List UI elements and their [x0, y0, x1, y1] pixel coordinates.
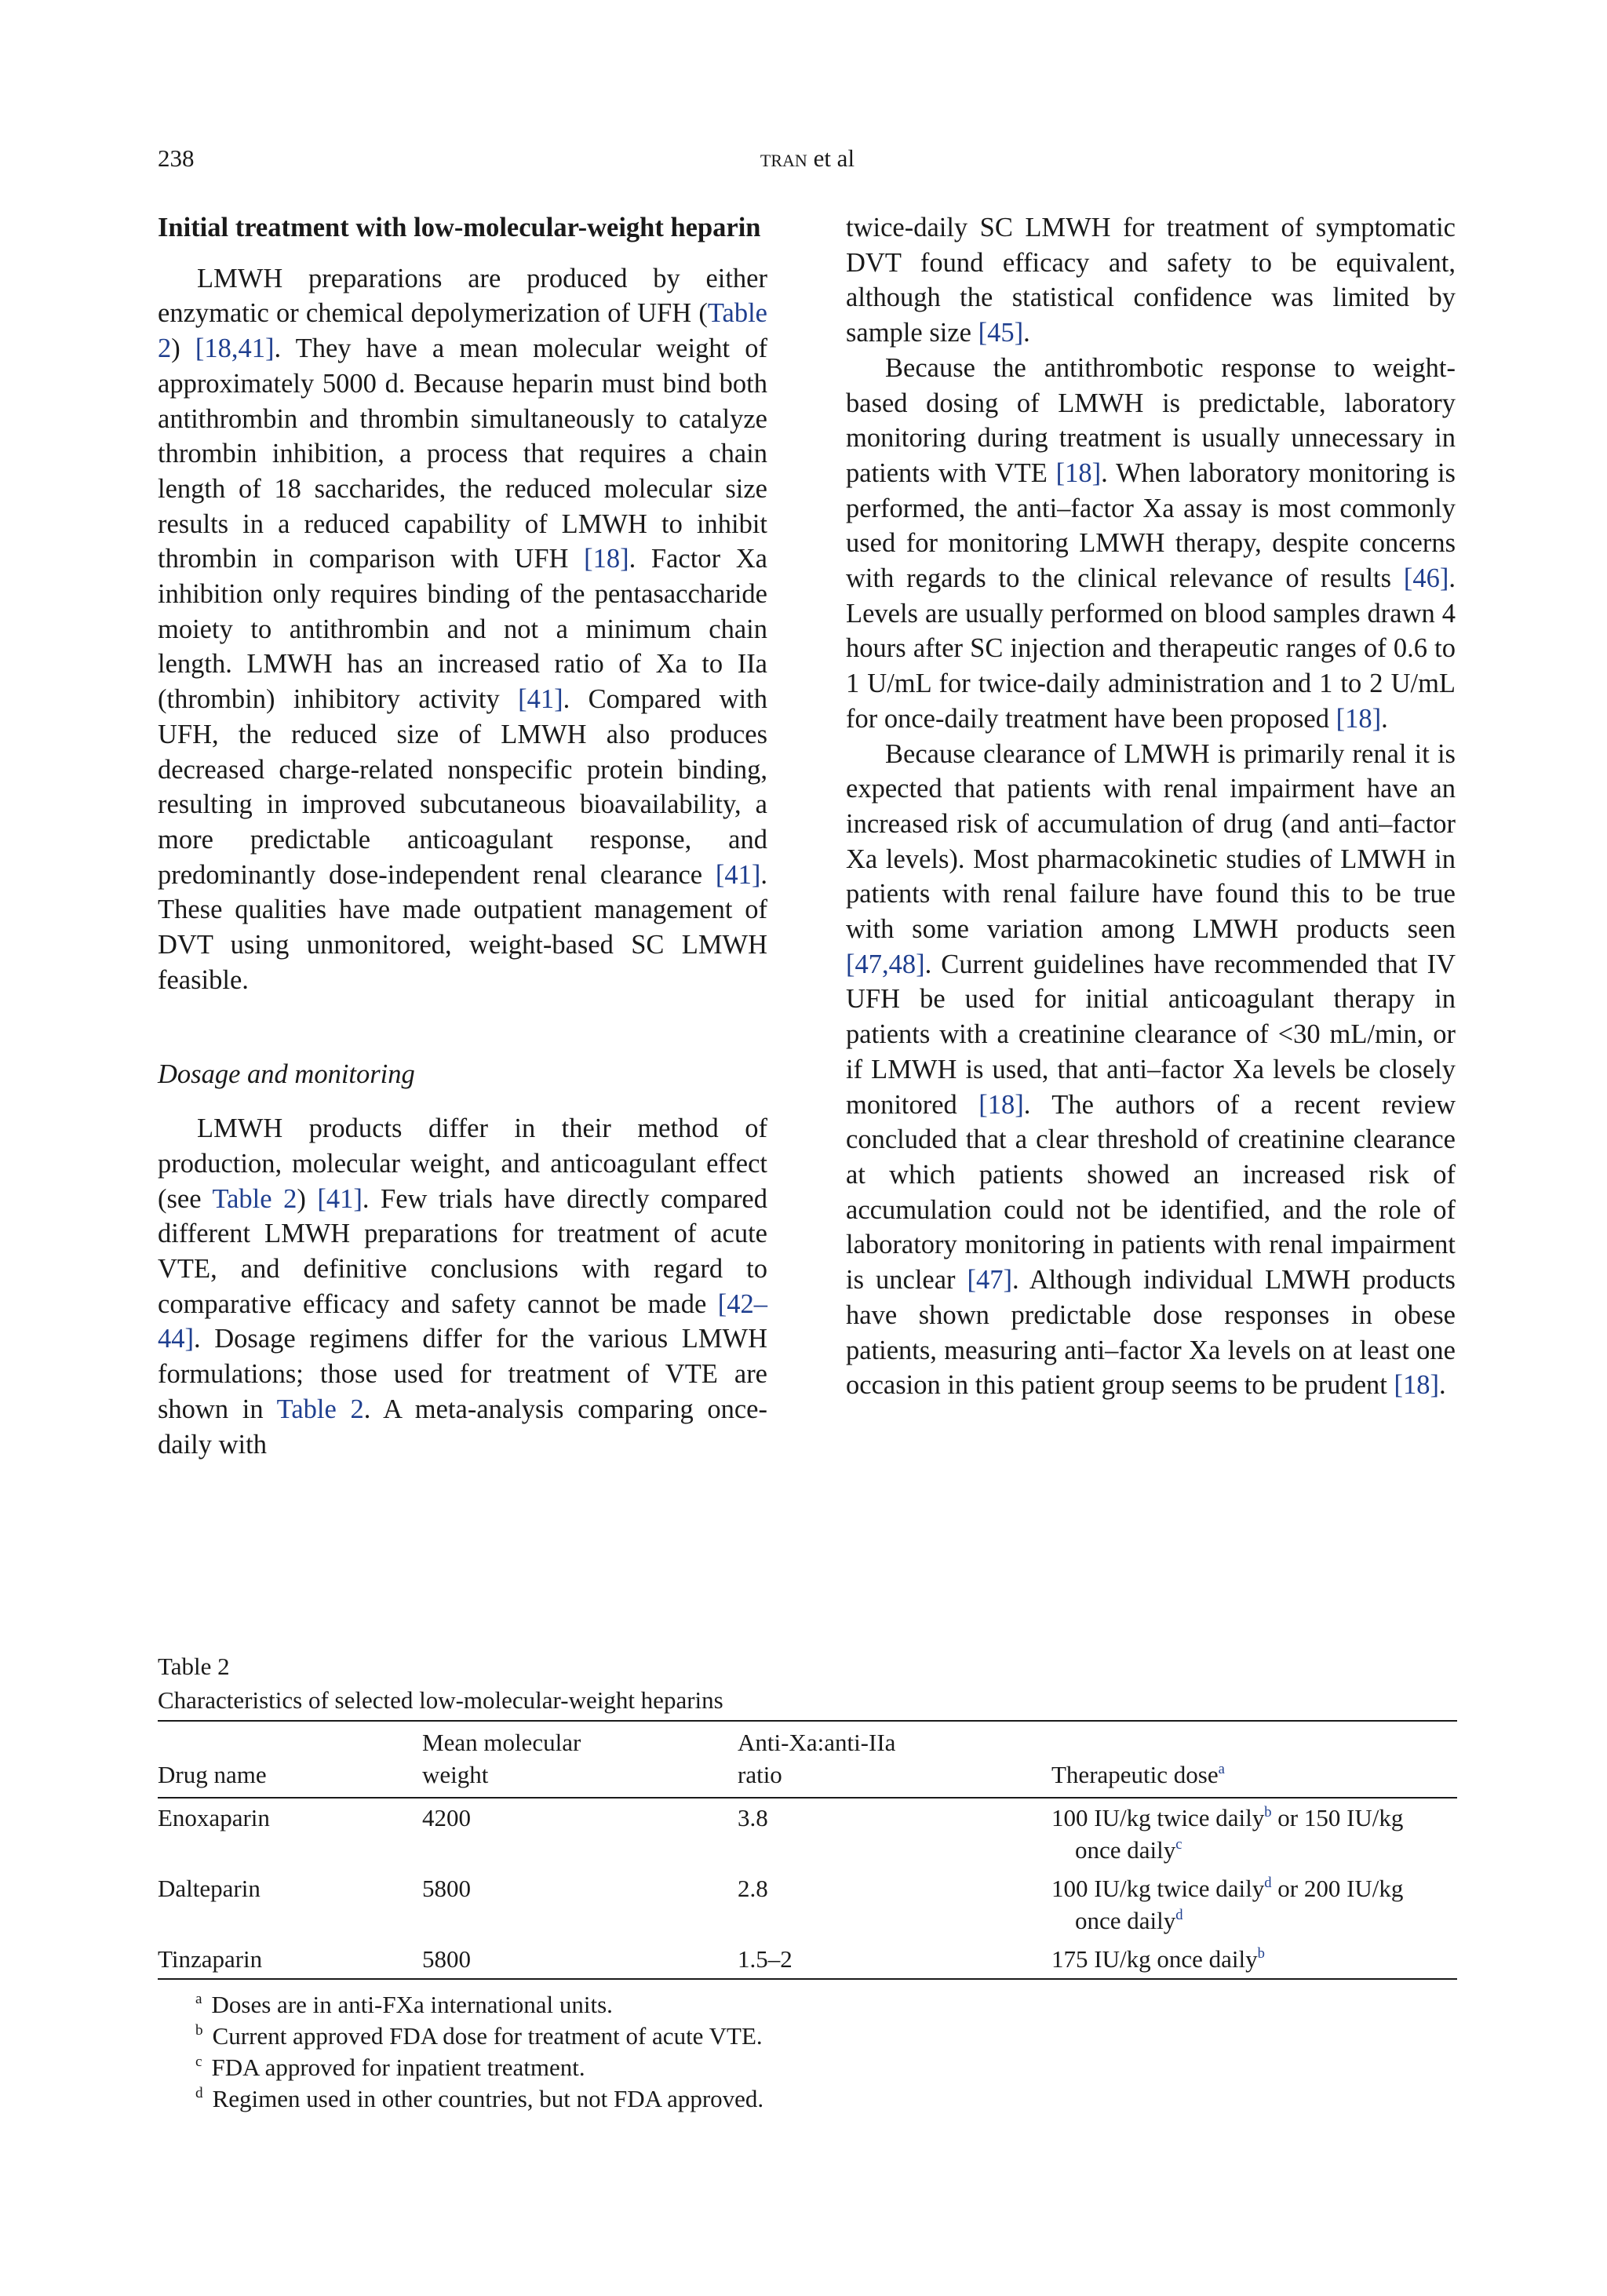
- left-column: [158, 210, 767, 1462]
- footnote-mark: d: [195, 2084, 203, 2101]
- dose-text: or 200 IU/kg: [1271, 1875, 1404, 1902]
- table-link[interactable]: Table 2: [212, 1183, 297, 1214]
- dose-text: 100 IU/kg twice daily: [1051, 1875, 1265, 1902]
- paragraph-monitoring: [846, 351, 1456, 737]
- text-run: . Few trials have directly compared different LMWH preparations for treatment of acute VTE, and definitive conclusions with regard to comparative efficacy and safety cannot be made: [158, 1183, 767, 1319]
- paragraph-intro: [158, 261, 767, 998]
- text-run: . A meta-analysis comparing once-daily with: [158, 1394, 767, 1460]
- header-ratio: [738, 1721, 1051, 1798]
- header-mean-molecular-weight: [422, 1721, 738, 1798]
- dose-continuation: [1051, 1834, 1457, 1866]
- paragraph-continued: [846, 210, 1456, 351]
- text-run: .: [1023, 318, 1030, 348]
- dose-continuation: [1051, 1904, 1457, 1937]
- footnote-text: Regimen used in other countries, but not FDA approved.: [212, 2085, 764, 2112]
- dose-text: once daily: [1075, 1907, 1176, 1934]
- citation-link[interactable]: [18]: [584, 544, 629, 574]
- citation-link[interactable]: [42–44]: [158, 1288, 767, 1354]
- running-head-suffix: et al: [807, 144, 855, 172]
- text-run: .: [1381, 703, 1388, 734]
- header-line: weight: [422, 1761, 489, 1788]
- cell-mw: 5800: [422, 1875, 471, 1902]
- footnote-mark: c: [195, 2053, 202, 2070]
- text-run: Because clearance of LMWH is primarily renal it is expected that patients with renal impairment have an increased risk of accumulation of drug (and anti–factor Xa levels). Most pharmacokinetic studies of LMWH in patients with renal failure have found this to be true with some variation among LMWH products seen: [846, 738, 1456, 945]
- section-heading: Initial treatment with low-molecular-weight heparin: [158, 213, 761, 242]
- header-therapeutic-dose: [1051, 1721, 1457, 1798]
- dose-text: 175 IU/kg once daily: [1051, 1945, 1258, 1973]
- citation-link[interactable]: [18,41]: [195, 333, 275, 364]
- table-2: [158, 1649, 1457, 2115]
- footnote-marker[interactable]: a: [1218, 1760, 1225, 1777]
- footnote: [195, 1989, 1457, 2021]
- table-row: [158, 1798, 1457, 1869]
- text-run: . Levels are usually performed on blood samples drawn 4 hours after SC injection and therapeutic ranges of 0.6 to 1 U/mL for twice-daily administration and 1 to 2 U/mL for once-daily treatment have been proposed: [846, 563, 1456, 734]
- dose-text: once daily: [1075, 1836, 1176, 1864]
- cell-ratio: 2.8: [738, 1875, 768, 1902]
- citation-link[interactable]: [18]: [1055, 457, 1102, 488]
- text-run: twice-daily SC LMWH for treatment of symptomatic DVT found efficacy and safety to be equivalent, although the statistical confidence was limited by sample size: [846, 213, 1456, 348]
- citation-link[interactable]: [41]: [317, 1183, 363, 1214]
- right-column: [846, 210, 1456, 1403]
- text-run: Because the antithrombotic response to weight-based dosing of LMWH is predictable, laboratory monitoring during treatment is usually unnecessary in patients with VTE: [846, 352, 1456, 488]
- citation-link[interactable]: [18]: [1336, 703, 1382, 734]
- subsection-heading: Dosage and monitoring: [158, 1059, 415, 1090]
- lmwh-table: [158, 1720, 1457, 1980]
- table-link[interactable]: Table 2: [276, 1394, 364, 1424]
- text-run: . Compared with UFH, the reduced size of LMWH also produces decreased charge-related nonspecific protein binding, resulting in improved subcutaneous bioavailability, a more predictable anticoagulant response, and predominantly dose-independent renal clearance: [158, 684, 767, 890]
- footnote-marker[interactable]: c: [1175, 1835, 1182, 1853]
- table-footnotes: [195, 1989, 1457, 2115]
- citation-link[interactable]: [41]: [518, 684, 563, 715]
- text-run: LMWH preparations are produced by either enzymatic or chemical depolymerization of UFH (: [158, 263, 767, 329]
- footnote-mark: b: [195, 2021, 203, 2039]
- footnote-marker[interactable]: d: [1175, 1906, 1183, 1923]
- cell-mw: 4200: [422, 1804, 471, 1831]
- header-drug-name: Drug name: [158, 1721, 422, 1798]
- header-line: ratio: [738, 1761, 782, 1788]
- text-run: . They have a mean molecular weight of approximately 5000 d. Because heparin must bind both antithrombin and thrombin simultaneously to catalyze thrombin inhibition, a process that requires a chain length of 18 saccharides, the reduced molecular size results in a reduced capability of LMWH to inhibit thrombin in comparison with UFH: [158, 333, 767, 574]
- text-run: . Current guidelines have recommended that IV UFH be used for initial anticoagulant therapy in patients with a creatinine clearance of <30 mL/min, or if LMWH is used, that anti–factor Xa levels be closely monitored: [846, 949, 1456, 1120]
- page-number: 238: [158, 144, 195, 172]
- footnote: [195, 2052, 1457, 2083]
- footnote-marker[interactable]: b: [1257, 1944, 1265, 1962]
- footnote-marker[interactable]: d: [1264, 1874, 1272, 1891]
- table-row: [158, 1869, 1457, 1940]
- cell-dose: [1051, 1940, 1457, 1979]
- cell-dose: [1051, 1798, 1457, 1869]
- running-head: [158, 144, 1457, 173]
- text-run: . When laboratory monitoring is performed, the anti–factor Xa assay is most commonly used for monitoring LMWH therapy, despite concerns with regards to the clinical relevance of results: [846, 457, 1456, 594]
- footnote: [195, 2083, 1457, 2115]
- cell-ratio: 3.8: [738, 1804, 768, 1831]
- table-row: [158, 1940, 1457, 1979]
- footnote-text: Doses are in anti-FXa international units.: [211, 1991, 613, 2018]
- running-head-author: tran: [760, 144, 807, 172]
- citation-link[interactable]: [18]: [1394, 1370, 1439, 1401]
- cell-drug: Tinzaparin: [158, 1940, 422, 1979]
- text-run: LMWH products differ in their method of production, molecular weight, and anticoagulant effect (see: [158, 1113, 767, 1214]
- table-label: Table 2: [158, 1653, 230, 1680]
- cell-mw: 5800: [422, 1940, 738, 1979]
- dose-text: 100 IU/kg twice daily: [1051, 1804, 1265, 1831]
- table-caption: Characteristics of selected low-molecular-weight heparins: [158, 1686, 723, 1714]
- text-run: .: [1438, 1370, 1446, 1401]
- footnote: [195, 2021, 1457, 2052]
- dose-text: or 150 IU/kg: [1271, 1804, 1404, 1831]
- table-link[interactable]: Table 2: [158, 298, 767, 364]
- citation-link[interactable]: [18]: [978, 1089, 1024, 1120]
- citation-link[interactable]: [47,48]: [846, 949, 925, 979]
- text-run: ): [171, 333, 195, 364]
- cell-dose: [1051, 1869, 1457, 1940]
- cell-drug: Dalteparin: [158, 1875, 261, 1902]
- text-run: . Factor Xa inhibition only requires binding of the pentasaccharide moiety to antithrombin and not a minimum chain length. LMWH has an increased ratio of Xa to IIa (thrombin) inhibitory activity: [158, 544, 767, 715]
- citation-link[interactable]: [46]: [1403, 563, 1449, 594]
- paragraph-dosage: [158, 1111, 767, 1462]
- citation-link[interactable]: [41]: [715, 859, 761, 890]
- paragraph-renal: [846, 737, 1456, 1403]
- text-run: . These qualities have made outpatient management of DVT using unmonitored, weight-based SC LMWH feasible.: [158, 859, 767, 995]
- table-header-row: [158, 1721, 1457, 1798]
- text-run: . Dosage regimens differ for the various LMWH formulations; those used for treatment of VTE are shown in: [158, 1324, 767, 1424]
- header-line: Therapeutic dose: [1051, 1761, 1219, 1788]
- footnote-mark: a: [195, 1990, 202, 2007]
- citation-link[interactable]: [47]: [967, 1265, 1012, 1296]
- footnote-text: FDA approved for inpatient treatment.: [211, 2054, 585, 2081]
- citation-link[interactable]: [45]: [978, 318, 1024, 348]
- footnote-marker[interactable]: b: [1264, 1803, 1272, 1820]
- page-header: [158, 144, 1457, 184]
- text-run: ): [297, 1183, 318, 1214]
- header-line: Mean molecular: [422, 1729, 581, 1756]
- footnote-text: Current approved FDA dose for treatment of acute VTE.: [212, 2022, 763, 2050]
- text-run: . Although individual LMWH products have shown predictable dose responses in obese patients, measuring anti–factor Xa levels on at least one occasion in this patient group seems to be prudent: [846, 1265, 1456, 1401]
- cell-ratio: 1.5–2: [738, 1940, 1051, 1979]
- text-run: . The authors of a recent review concluded that a clear threshold of creatinine clearance at which patients showed an increased risk of accumulation could not be identified, and the role of laboratory monitoring in patients with renal impairment is unclear: [846, 1089, 1456, 1296]
- cell-drug: Enoxaparin: [158, 1804, 270, 1831]
- header-line: Anti-Xa:anti-IIa: [738, 1729, 896, 1756]
